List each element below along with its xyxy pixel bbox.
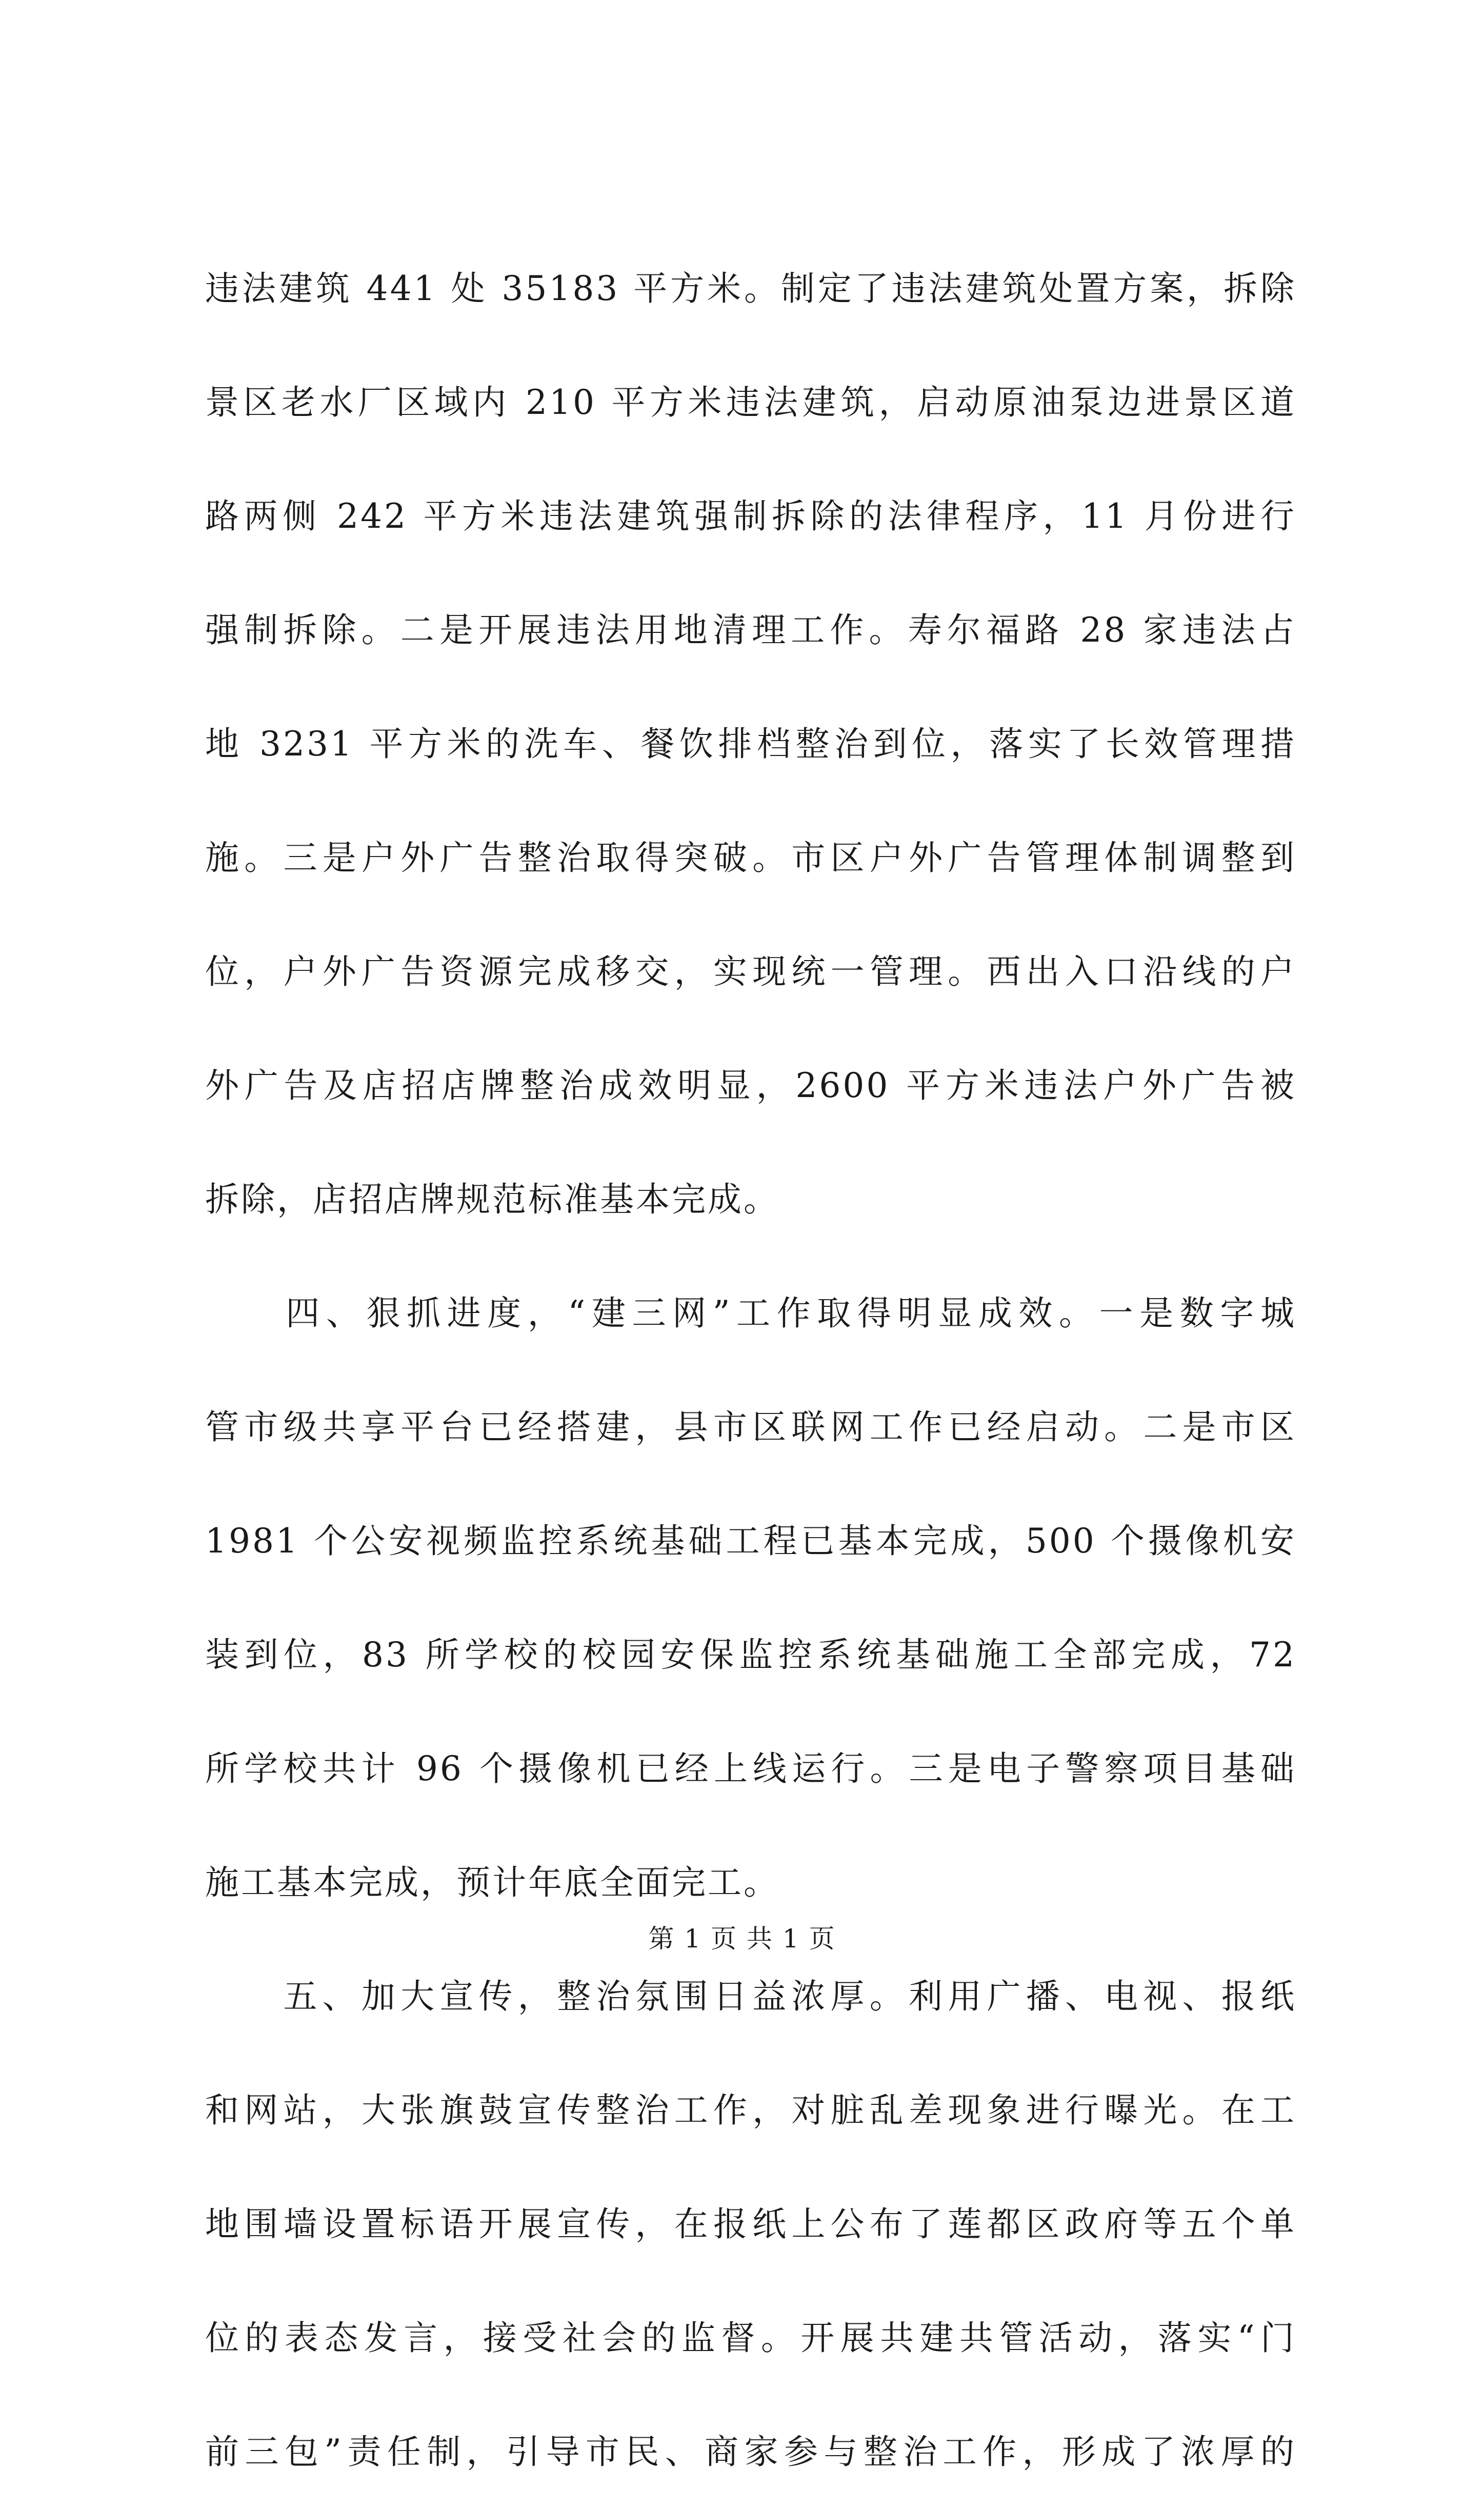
- text-line: 施工基本完成，预计年底全面完工。: [205, 1863, 779, 1902]
- text-line: 景区老水厂区域内 210 平方米违法建筑，启动原油泵边进景区道: [205, 383, 1296, 422]
- text-line: 管市级共享平台已经搭建，县市区联网工作已经启动。二是市区: [205, 1407, 1296, 1447]
- text-line: 强制拆除。二是开展违法用地清理工作。寿尔福路 28 家违法占: [205, 610, 1296, 650]
- text-line: 地 3231 平方米的洗车、餐饮排档整治到位，落实了长效管理措: [205, 724, 1296, 764]
- document-body: [205, 232, 1296, 2509]
- text-line: 施。三是户外广告整治取得突破。市区户外广告管理体制调整到: [205, 838, 1296, 878]
- text-line: 五、加大宣传，整治氛围日益浓厚。利用广播、电视、报纸: [205, 1977, 1296, 2016]
- text-line: 位的表态发言，接受社会的监督。开展共建共管活动，落实“门: [205, 2318, 1296, 2358]
- text-line: 四、狠抓进度，“建三网”工作取得明显成效。一是数字城: [205, 1293, 1296, 1333]
- page-footer: 第 1 页 共 1 页: [648, 1924, 836, 1954]
- text-line: 外广告及店招店牌整治成效明显，2600 平方米违法户外广告被: [205, 1066, 1296, 1105]
- text-line: 1981 个公安视频监控系统基础工程已基本完成，500 个摄像机安: [205, 1521, 1296, 1561]
- text-line: 和网站，大张旗鼓宣传整治工作，对脏乱差现象进行曝光。在工: [205, 2090, 1296, 2130]
- text-line: 装到位，83 所学校的校园安保监控系统基础施工全部完成，72: [205, 1635, 1296, 1675]
- text-line: 拆除，店招店牌规范标准基本完成。: [205, 1180, 779, 1219]
- text-line: 地围墙设置标语开展宣传，在报纸上公布了莲都区政府等五个单: [205, 2204, 1296, 2244]
- text-line: 前三包”责任制，引导市民、商家参与整治工作，形成了浓厚的: [205, 2432, 1296, 2472]
- text-line: 位，户外广告资源完成移交，实现统一管理。西出入口沿线的户: [205, 952, 1296, 991]
- text-line: 所学校共计 96 个摄像机已经上线运行。三是电子警察项目基础: [205, 1749, 1296, 1788]
- text-line: 违法建筑 441 处 35183 平方米。制定了违法建筑处置方案，拆除: [205, 269, 1296, 308]
- text-line: 路两侧 242 平方米违法建筑强制拆除的法律程序，11 月份进行: [205, 496, 1296, 536]
